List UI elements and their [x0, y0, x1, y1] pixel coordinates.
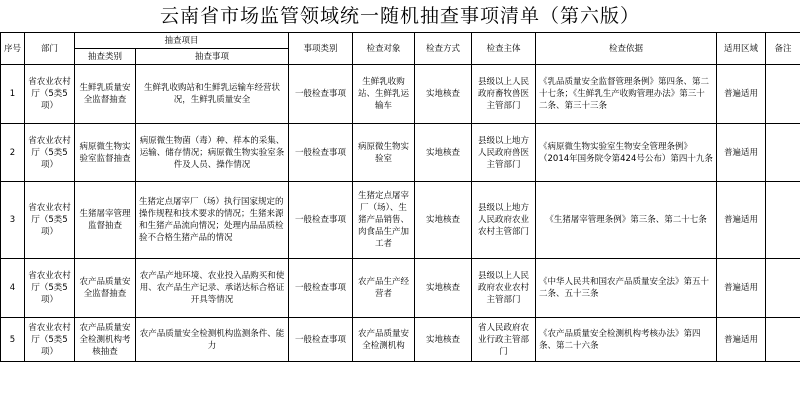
cell-dept: 省农业农村厅（5类5项）: [25, 65, 75, 124]
cell-seq: 1: [1, 65, 25, 124]
cell-matter: 生鲜乳收购站和生鲜乳运输车经营状况，生鲜乳质量安全: [136, 65, 289, 124]
header-seq: 序号: [1, 33, 25, 65]
cell-type: 一般检查事项: [289, 182, 353, 259]
cell-method: 实地核查: [415, 182, 472, 259]
cell-method: 实地核查: [415, 124, 472, 182]
cell-remark: [766, 65, 800, 124]
cell-remark: [766, 318, 800, 362]
cell-matter: 生猪定点屠宰厂（场）执行国家规定的操作规程和技术要求的情况；生猪来源和生猪产品流向情况；处理内品品质检验不合格生猪产品的情况: [136, 182, 289, 259]
cell-remark: [766, 259, 800, 318]
table-row: [1, 318, 800, 362]
header-object: 检查对象: [353, 33, 415, 65]
cell-seq: 4: [1, 259, 25, 318]
header-remark: 备注: [766, 33, 800, 65]
cell-object: 农产品生产经营者: [353, 259, 415, 318]
cell-scope: 普遍适用: [717, 182, 766, 259]
cell-basis: 《中华人民共和国农产品质量安全法》第五十二条、五十三条: [536, 259, 717, 318]
cell-category: 病原微生物实验室监督抽查: [75, 124, 136, 182]
cell-method: 实地核查: [415, 318, 472, 362]
table-row: [1, 259, 800, 318]
cell-type: 一般检查事项: [289, 124, 353, 182]
cell-subject: 县级以上人民政府农业农村主管部门: [472, 259, 536, 318]
cell-scope: 普遍适用: [717, 259, 766, 318]
header-row: [1, 33, 800, 49]
table-row: [1, 65, 800, 124]
cell-scope: 普遍适用: [717, 65, 766, 124]
cell-method: 实地核查: [415, 65, 472, 124]
cell-scope: 普遍适用: [717, 124, 766, 182]
cell-matter: 病原微生物菌（毒）种、样本的采集、运输、储存情况；病原微生物实验室条件及人员、操作情况: [136, 124, 289, 182]
header-category: 抽查类别: [75, 49, 136, 65]
header-matter: 抽查事项: [136, 49, 289, 65]
cell-seq: 5: [1, 318, 25, 362]
cell-subject: 县级以上地方人民政府兽医主管部门: [472, 124, 536, 182]
cell-dept: 省农业农村厅（5类5项）: [25, 259, 75, 318]
cell-object: 农产品质量安全检测机构: [353, 318, 415, 362]
cell-seq: 2: [1, 124, 25, 182]
cell-subject: 县级以上人民政府畜牧兽医主管部门: [472, 65, 536, 124]
header-subject: 检查主体: [472, 33, 536, 65]
cell-remark: [766, 124, 800, 182]
header-scope: 适用区域: [717, 33, 766, 65]
header-type: 事项类别: [289, 33, 353, 65]
cell-remark: [766, 182, 800, 259]
cell-basis: 《乳品质量安全监督管理条例》第四条、第二十七条；《生鲜乳生产收购管理办法》第三十二条、第三十三条: [536, 65, 717, 124]
header-basis: 检查依据: [536, 33, 717, 65]
cell-object: 生鲜乳收购站、生鲜乳运输车: [353, 65, 415, 124]
cell-object: 生猪定点屠宰厂（场）、生猪产品销售、肉食品生产加工者: [353, 182, 415, 259]
cell-type: 一般检查事项: [289, 318, 353, 362]
cell-dept: 省农业农村厅（5类5项）: [25, 124, 75, 182]
inspection-table: [0, 32, 800, 362]
cell-matter: 农产品产地环境、农业投入品购买和使用、农产品生产记录、承诺达标合格证开具等情况: [136, 259, 289, 318]
cell-basis: 《生猪屠宰管理条例》第三条、第二十七条: [536, 182, 717, 259]
cell-dept: 省农业农村厅（5类5项）: [25, 182, 75, 259]
cell-dept: 省农业农村厅（5类5项）: [25, 318, 75, 362]
cell-category: 农产品质量安全监督抽查: [75, 259, 136, 318]
cell-subject: 省人民政府农业行政主管部门: [472, 318, 536, 362]
cell-basis: 《农产品质量安全检测机构考核办法》第四条、第二十六条: [536, 318, 717, 362]
header-item: 抽查项目: [75, 33, 289, 49]
cell-matter: 农产品质量安全检测机构监测条件、能力: [136, 318, 289, 362]
cell-object: 病原微生物实验室: [353, 124, 415, 182]
table-row: [1, 182, 800, 259]
cell-type: 一般检查事项: [289, 65, 353, 124]
cell-seq: 3: [1, 182, 25, 259]
table-row: [1, 124, 800, 182]
cell-category: 生鲜乳质量安全监督抽查: [75, 65, 136, 124]
header-method: 检查方式: [415, 33, 472, 65]
cell-type: 一般检查事项: [289, 259, 353, 318]
header-dept: 部门: [25, 33, 75, 65]
cell-subject: 县级以上地方人民政府农业农村主管部门: [472, 182, 536, 259]
cell-category: 生猪屠宰管理监督抽查: [75, 182, 136, 259]
cell-category: 农产品质量安全检测机构考核抽查: [75, 318, 136, 362]
cell-scope: 普遍适用: [717, 318, 766, 362]
cell-method: 实地核查: [415, 259, 472, 318]
page-title: 云南省市场监管领域统一随机抽查事项清单（第六版）: [159, 5, 640, 27]
cell-basis: 《病原微生物实验室生物安全管理条例》（2014年国务院令第424号公布）第四十九条: [536, 124, 717, 182]
